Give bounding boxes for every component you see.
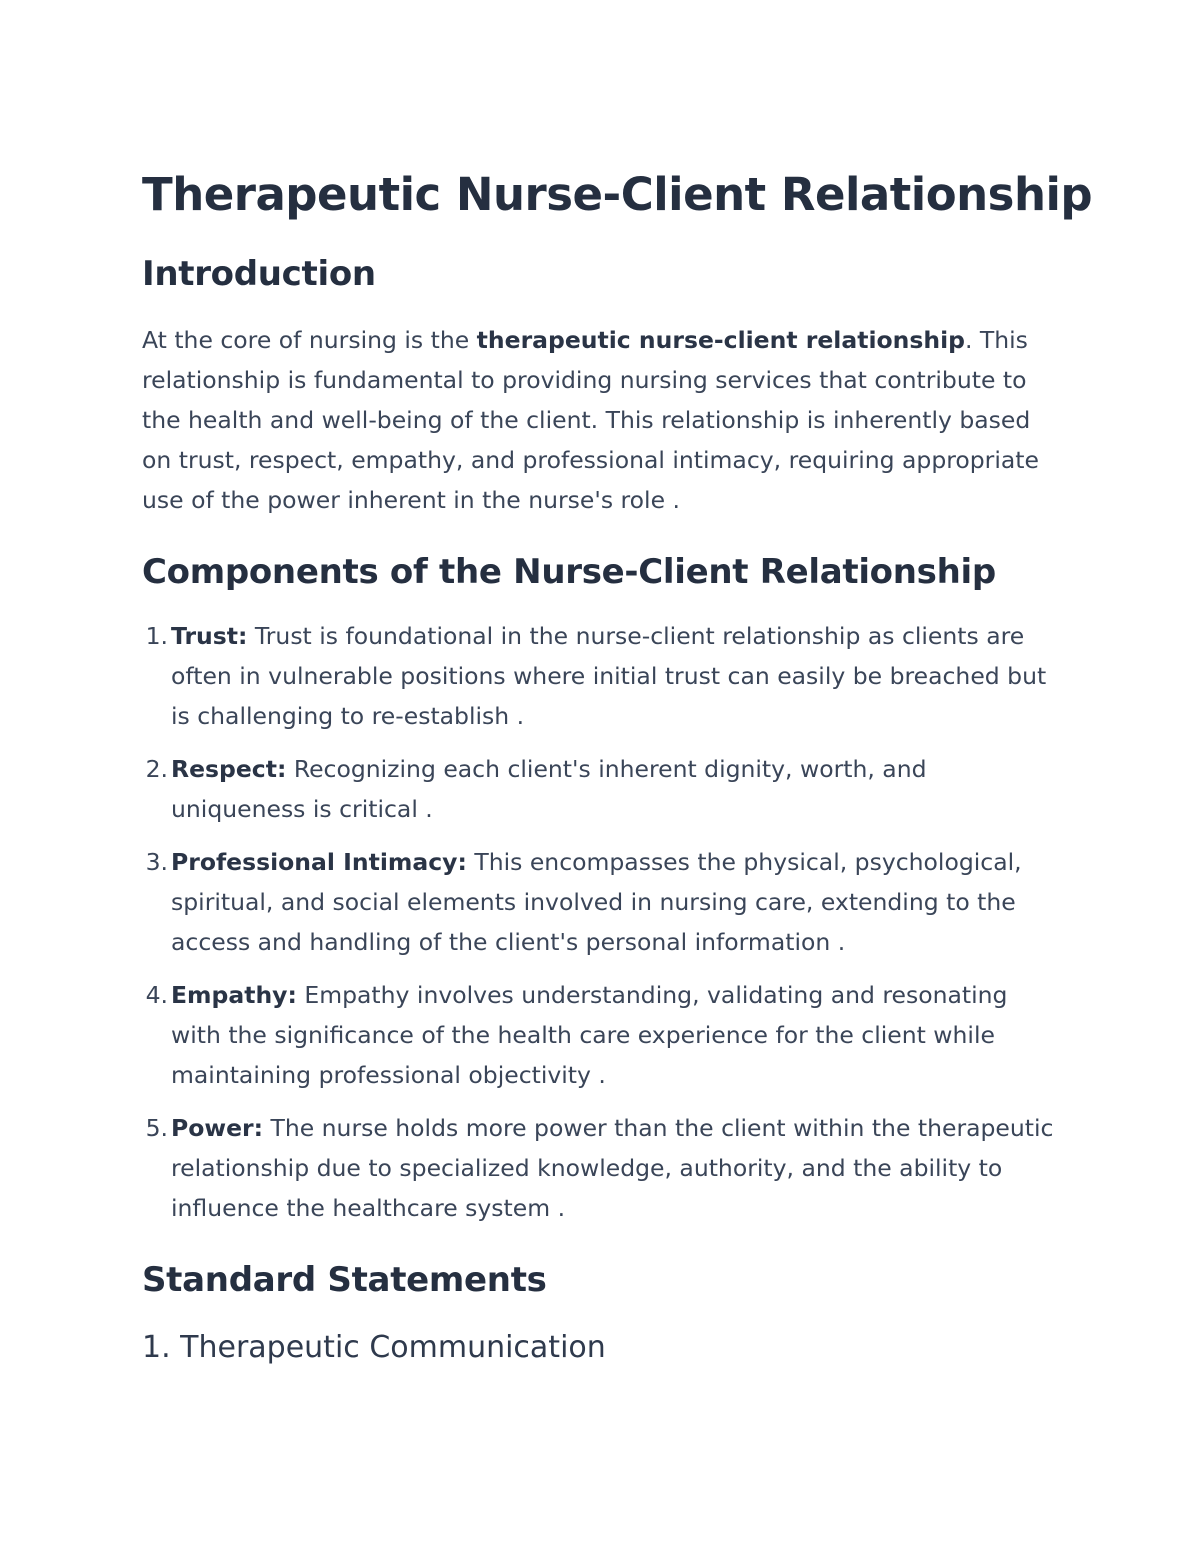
introduction-heading: Introduction [142, 254, 376, 294]
introduction-text-end: . This relationship is fundamental to providing nursing services that contribute to the health and well-being of the client. This relationship is inherently based on trust, respect, empathy, and professional intimacy, requiring appropriate use of the power inherent in the nurse's role . [142, 326, 1039, 514]
document-title: Therapeutic Nurse-Client Relationship [142, 168, 1093, 221]
introduction-bold-term: therapeutic nurse-client relationship [476, 326, 965, 354]
list-item-number: 2. [145, 755, 168, 783]
list-item-trust [142, 616, 1062, 736]
list-item-text: Empathy involves understanding, validating and resonating with the significance of the health care experience for the client while maintaining professional objectivity . [171, 981, 1008, 1089]
standards-heading: Standard Statements [142, 1260, 547, 1300]
introduction-paragraph [142, 320, 1062, 520]
list-item-number: 5. [145, 1114, 168, 1142]
standards-subheading: 1. Therapeutic Communication [142, 1330, 606, 1365]
list-item-respect [142, 749, 1062, 829]
list-item-text: Trust is foundational in the nurse-client relationship as clients are often in vulnerable positions where initial trust can easily be breached but is challenging to re-establish . [171, 622, 1047, 730]
list-item-term: Respect: [171, 755, 287, 783]
list-item-power [142, 1108, 1062, 1228]
list-item-number: 3. [145, 848, 168, 876]
components-list [142, 616, 1062, 1228]
list-item-text: This encompasses the physical, psychological, spiritual, and social elements involved in nursing care, extending to the access and handling of the client's personal information . [171, 848, 1022, 956]
list-item-number: 1. [145, 622, 168, 650]
list-item-professional-intimacy [142, 842, 1062, 962]
list-item-term: Trust: [171, 622, 248, 650]
list-item-term: Empathy: [171, 981, 297, 1009]
list-item-term: Power: [171, 1114, 264, 1142]
document-page [142, 160, 1093, 1370]
components-heading: Components of the Nurse-Client Relationship [142, 552, 996, 592]
list-item-text: Recognizing each client's inherent dignity, worth, and uniqueness is critical . [171, 755, 927, 823]
introduction-text-start: At the core of nursing is the [142, 326, 477, 354]
list-item-term: Professional Intimacy: [171, 848, 467, 876]
list-item-text: The nurse holds more power than the client within the therapeutic relationship due to specialized knowledge, authority, and the ability to influence the healthcare system . [171, 1114, 1054, 1222]
list-item-empathy [142, 975, 1062, 1095]
list-item-number: 4. [145, 981, 168, 1009]
